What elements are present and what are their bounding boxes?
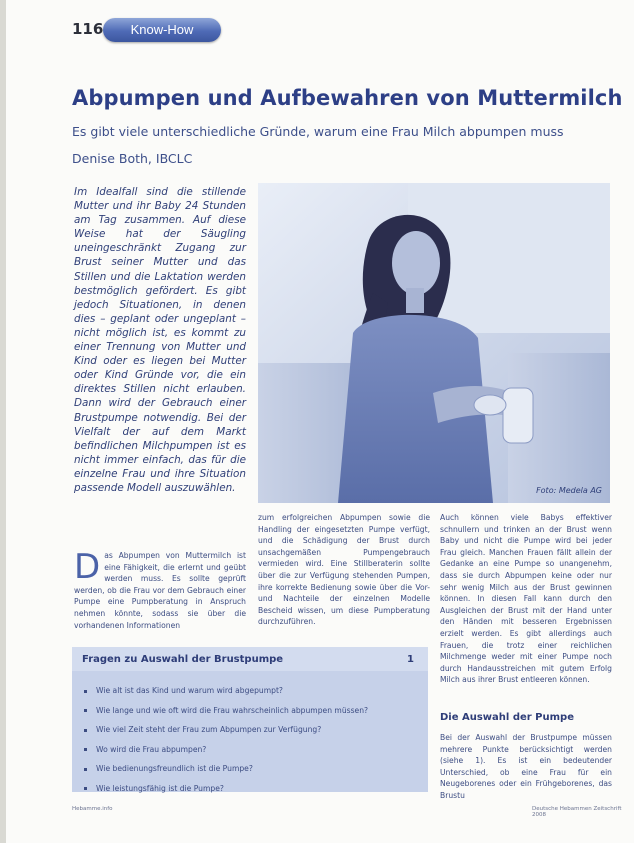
info-box-title: Fragen zu Auswahl der Brustpumpe xyxy=(82,653,284,665)
body-column-1 xyxy=(74,547,246,631)
bullet-icon xyxy=(84,729,87,732)
article-intro: Im Idealfall sind die stillende Mutter und ihr Baby 24 Stunden am Tag zusammen. Auf diese Weise hat der Säugling uneingeschränkt Zugang zur Brust seiner Mutter und das Stillen und die Laktation werden bestmöglich gefördert. Es gibt jedoch Situationen, in denen dies – geplant oder ungeplant – nicht möglich ist, es kommt zu einer Trennung von Mutter und Kind oder es liegen bei Mutter oder Kind Gründe vor, die ein direktes Stillen nicht erlauben. Dann wird der Gebrauch einer Brustpumpe notwendig. Bei der Vielfalt der auf dem Markt befindlichen Milchpumpen ist es nicht immer einfach, das für die einzelne Frau und ihre Situation passende Modell auszuwählen. xyxy=(74,186,246,494)
list-item: Wo wird die Frau abpumpen? xyxy=(84,740,428,760)
bullet-icon xyxy=(84,748,87,751)
section-badge: Know-How xyxy=(103,18,221,42)
list-item: Wie lange und wie oft wird die Frau wahrscheinlich abpumpen müssen? xyxy=(84,701,428,721)
info-box-number: 1 xyxy=(407,653,414,665)
footer-left: Hebamme.info xyxy=(72,806,113,812)
body-text: as Abpumpen von Muttermilch ist eine Fähigkeit, die erlernt und geübt werden muss. Es sollte geprüft werden, ob die Frau vor dem Gebrauch einer Pumpe eine Pumpberatung in Anspruch nehmen könnte, sodass sie über die vorhandenen Informationen xyxy=(74,551,246,630)
section-heading: Die Auswahl der Pumpe xyxy=(440,712,574,723)
footer-right: Deutsche Hebammen Zeitschrift 2008 xyxy=(532,806,622,818)
info-box xyxy=(72,647,428,792)
body-column-3: Auch können viele Babys effektiver schnullern und trinken an der Brust wenn Baby und nicht die Pumpe wird bei jeder Frau gleich. Manchen Frauen fällt allein der Gedanke an eine Pumpe so unangenehm, dass sie durch Abpumpen keine oder nur sehr wenig Milch aus der Brust gewinnen können. In diesen Fall kann durch den Ausgleichen der Brust mit der Hand unter den Händen mit besseren Ergebnissen erzielt werden. Es gibt allerdings auch Frauen, die trotz einer reichlichen Milchmenge weder mit einer Pumpe noch durch Handausstreichen mit gutem Erfolg Milch aus ihrer Brust entleeren können. xyxy=(440,513,612,685)
mother-with-breast-pump-image xyxy=(258,183,610,503)
bullet-icon xyxy=(84,787,87,790)
article-title: Abpumpen und Aufbewahren von Muttermilch xyxy=(72,86,623,110)
page-number: 116 xyxy=(72,20,104,38)
bullet-icon xyxy=(84,709,87,712)
page-header xyxy=(72,18,272,42)
drop-cap: D xyxy=(74,547,101,587)
article-author: Denise Both, IBCLC xyxy=(72,151,193,166)
bullet-icon xyxy=(84,768,87,771)
list-item: Wie leistungsfähig ist die Pumpe? xyxy=(84,779,428,799)
question-list xyxy=(72,671,428,799)
body-column-2: zum erfolgreichen Abpumpen sowie die Handling der eingesetzten Pumpe verfügt, und die Schädigung der Brust durch unsachgemäßen Pumpengebrauch vermieden wird. Eine Stillberaterin sollte über die zur Verfügung stehenden Pumpen, ihre korrekte Bedienung sowie über die Vor- und Nachteile der einzelnen Modelle Bescheid wissen, um diese Pumpberatung durchzuführen. xyxy=(258,513,430,627)
list-item: Wie alt ist das Kind und warum wird abgepumpt? xyxy=(84,681,428,701)
list-item: Wie viel Zeit steht der Frau zum Abpumpen zur Verfügung? xyxy=(84,720,428,740)
article-photo xyxy=(258,183,610,503)
body-column-3-continued: Bei der Auswahl der Brustpumpe müssen mehrere Punkte berücksichtigt werden (siehe 1). Es ist ein bedeutender Unterschied, ob eine Frau für ein Neugeborenes oder ein Frühgeborenes, das Brustu xyxy=(440,733,612,800)
info-box-header xyxy=(72,647,428,671)
photo-caption: Foto: Medela AG xyxy=(536,486,602,495)
article-subtitle: Es gibt viele unterschiedliche Gründe, warum eine Frau Milch abpumpen muss xyxy=(72,124,564,139)
list-item: Wie bedienungsfreundlich ist die Pumpe? xyxy=(84,759,428,779)
bullet-icon xyxy=(84,690,87,693)
